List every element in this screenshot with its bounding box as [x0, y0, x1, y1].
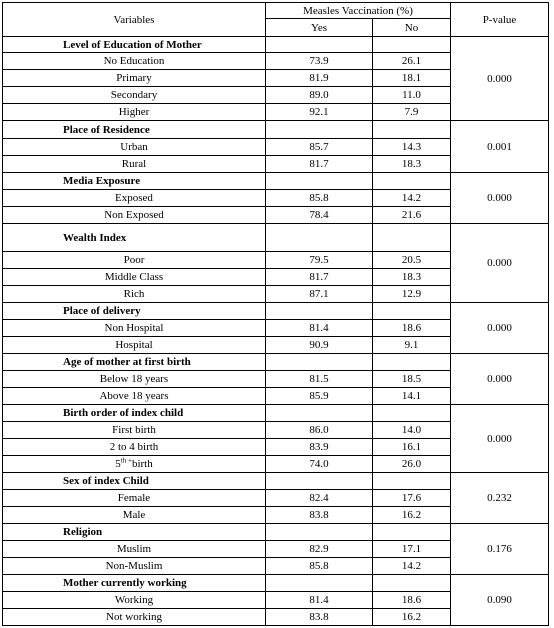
row-yes: 85.8	[266, 190, 373, 207]
section-no-blank	[373, 224, 451, 252]
section-title: Birth order of index child	[3, 405, 266, 422]
section-yes-blank	[266, 575, 373, 592]
row-yes: 78.4	[266, 207, 373, 224]
section-yes-blank	[266, 473, 373, 490]
row-no: 20.5	[373, 252, 451, 269]
section-header-row	[3, 354, 549, 371]
row-label: Urban	[3, 139, 266, 156]
row-yes: 83.8	[266, 507, 373, 524]
section-no-blank	[373, 575, 451, 592]
row-no: 9.1	[373, 337, 451, 354]
row-yes: 85.8	[266, 558, 373, 575]
row-no: 14.2	[373, 558, 451, 575]
measles-vaccination-table	[2, 2, 549, 626]
row-no: 21.6	[373, 207, 451, 224]
row-no: 17.6	[373, 490, 451, 507]
section-pvalue: 0.000	[451, 303, 549, 354]
row-no: 14.3	[373, 139, 451, 156]
section-title: Mother currently working	[3, 575, 266, 592]
section-pvalue: 0.176	[451, 524, 549, 575]
row-yes: 82.9	[266, 541, 373, 558]
section-header-row	[3, 303, 549, 320]
section-pvalue: 0.000	[451, 405, 549, 473]
row-yes: 81.9	[266, 70, 373, 87]
row-no: 12.9	[373, 286, 451, 303]
section-pvalue: 0.232	[451, 473, 549, 524]
row-label: Non Hospital	[3, 320, 266, 337]
section-yes-blank	[266, 224, 373, 252]
header-pvalue: P-value	[451, 3, 549, 37]
header-no: No	[373, 19, 451, 37]
section-pvalue: 0.000	[451, 37, 549, 121]
row-yes: 81.4	[266, 592, 373, 609]
row-no: 14.2	[373, 190, 451, 207]
section-header-row	[3, 524, 549, 541]
row-label: Non-Muslim	[3, 558, 266, 575]
row-yes: 87.1	[266, 286, 373, 303]
section-pvalue: 0.001	[451, 121, 549, 173]
row-label: Below 18 years	[3, 371, 266, 388]
section-title: Place of Residence	[3, 121, 266, 139]
row-label: Not working	[3, 609, 266, 626]
row-yes: 74.0	[266, 456, 373, 473]
section-title: Religion	[3, 524, 266, 541]
row-yes: 90.9	[266, 337, 373, 354]
section-yes-blank	[266, 303, 373, 320]
row-no: 26.1	[373, 53, 451, 70]
row-no: 16.2	[373, 609, 451, 626]
section-title: Wealth Index	[3, 224, 266, 252]
header-measles-vaccination: Measles Vaccination (%)	[266, 3, 451, 19]
row-no: 17.1	[373, 541, 451, 558]
section-yes-blank	[266, 121, 373, 139]
row-no: 26.0	[373, 456, 451, 473]
header-variables: Variables	[3, 3, 266, 37]
row-yes: 79.5	[266, 252, 373, 269]
section-no-blank	[373, 37, 451, 53]
section-header-row	[3, 575, 549, 592]
row-label: Rural	[3, 156, 266, 173]
section-title: Media Exposure	[3, 173, 266, 190]
row-yes: 81.7	[266, 269, 373, 286]
section-header-row	[3, 405, 549, 422]
section-yes-blank	[266, 354, 373, 371]
section-pvalue: 0.000	[451, 173, 549, 224]
row-label: Muslim	[3, 541, 266, 558]
row-yes: 86.0	[266, 422, 373, 439]
section-yes-blank	[266, 173, 373, 190]
section-yes-blank	[266, 37, 373, 53]
row-no: 16.2	[373, 507, 451, 524]
section-no-blank	[373, 524, 451, 541]
row-label: Poor	[3, 252, 266, 269]
section-header-row	[3, 37, 549, 53]
section-yes-blank	[266, 405, 373, 422]
table-body	[3, 37, 549, 626]
section-title: Age of mother at first birth	[3, 354, 266, 371]
row-label: Secondary	[3, 87, 266, 104]
section-pvalue: 0.000	[451, 354, 549, 405]
row-label: Middle Class	[3, 269, 266, 286]
row-yes: 73.9	[266, 53, 373, 70]
row-yes: 92.1	[266, 104, 373, 121]
section-title: Level of Education of Mother	[3, 37, 266, 53]
row-yes: 85.7	[266, 139, 373, 156]
row-label: Male	[3, 507, 266, 524]
row-label: Hospital	[3, 337, 266, 354]
row-no: 14.1	[373, 388, 451, 405]
section-header-row	[3, 173, 549, 190]
section-no-blank	[373, 354, 451, 371]
section-no-blank	[373, 473, 451, 490]
section-no-blank	[373, 173, 451, 190]
section-yes-blank	[266, 524, 373, 541]
row-label: Working	[3, 592, 266, 609]
row-yes: 82.4	[266, 490, 373, 507]
row-yes: 85.9	[266, 388, 373, 405]
row-label: 2 to 4 birth	[3, 439, 266, 456]
row-label: Above 18 years	[3, 388, 266, 405]
section-title: Sex of index Child	[3, 473, 266, 490]
section-header-row	[3, 224, 549, 252]
row-no: 18.5	[373, 371, 451, 388]
row-yes: 81.7	[266, 156, 373, 173]
row-yes: 89.0	[266, 87, 373, 104]
row-yes: 83.8	[266, 609, 373, 626]
row-no: 18.6	[373, 320, 451, 337]
row-label: Higher	[3, 104, 266, 121]
row-no: 14.0	[373, 422, 451, 439]
row-label: No Education	[3, 53, 266, 70]
section-pvalue: 0.090	[451, 575, 549, 626]
header-yes: Yes	[266, 19, 373, 37]
section-no-blank	[373, 405, 451, 422]
row-label-suffix: birth	[131, 458, 153, 470]
row-no: 18.3	[373, 156, 451, 173]
section-pvalue: 0.000	[451, 224, 549, 303]
row-no: 16.1	[373, 439, 451, 456]
row-label-number: 5	[115, 458, 121, 470]
row-no: 11.0	[373, 87, 451, 104]
row-label: Rich	[3, 286, 266, 303]
row-label: First birth	[3, 422, 266, 439]
row-yes: 83.9	[266, 439, 373, 456]
section-title: Place of delivery	[3, 303, 266, 320]
section-no-blank	[373, 121, 451, 139]
row-yes: 81.4	[266, 320, 373, 337]
row-no: 18.3	[373, 269, 451, 286]
row-label: Exposed	[3, 190, 266, 207]
row-yes: 81.5	[266, 371, 373, 388]
row-label: Female	[3, 490, 266, 507]
section-no-blank	[373, 303, 451, 320]
row-no: 7.9	[373, 104, 451, 121]
row-label	[3, 456, 266, 473]
row-no: 18.1	[373, 70, 451, 87]
row-label-superscript: th +	[120, 456, 132, 465]
section-header-row	[3, 473, 549, 490]
row-no: 18.6	[373, 592, 451, 609]
row-label: Non Exposed	[3, 207, 266, 224]
section-header-row	[3, 121, 549, 139]
row-label: Primary	[3, 70, 266, 87]
